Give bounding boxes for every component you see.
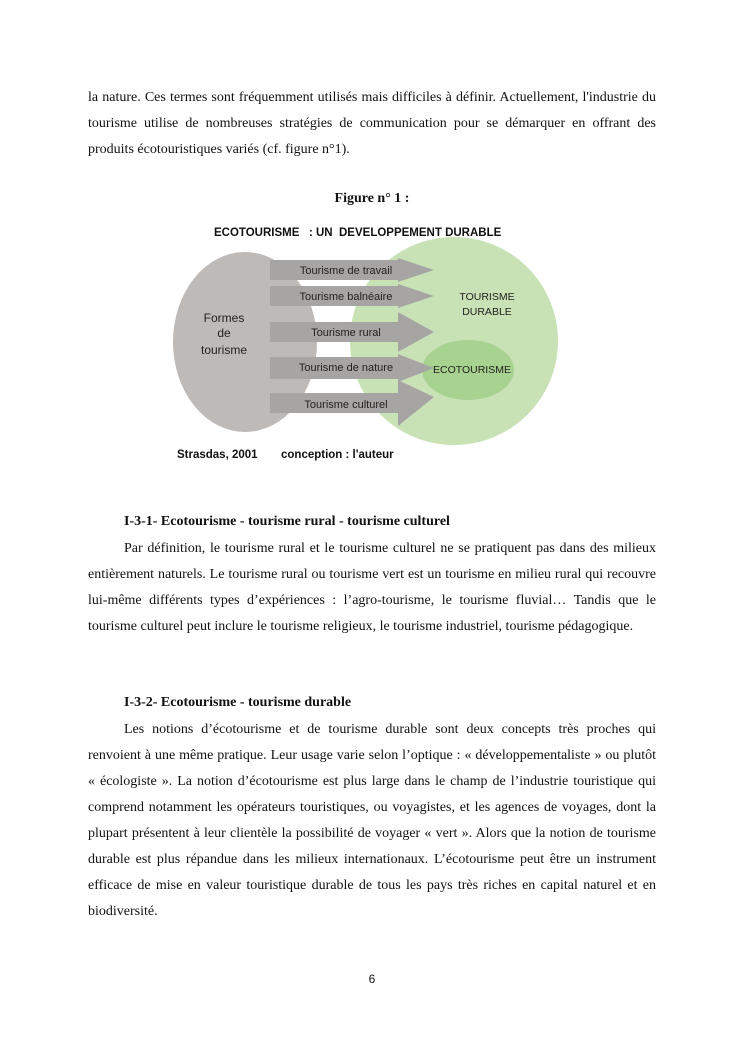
section1-heading: I-3-1- Ecotourisme - tourisme rural - tourisme culturel [124,514,450,529]
arrow-label-rural: Tourisme rural [311,327,381,339]
arrow-label-travail: Tourisme de travail [299,265,393,277]
diagram-title-sep: : [309,227,313,239]
arrow-label-culturel: Tourisme culturel [304,399,388,411]
diagram-title-left: ECOTOURISME [214,227,300,239]
intro-paragraph: la nature. Ces termes sont fréquemment utilisés mais difficiles à définir. Actuellement, l'industrie du tourisme utilise de nombreuses stratégies de communication pour se démarquer en offrant des produits écotouristiques variés (cf. figure n°1). [88,90,656,157]
figure-label: Figure n° 1 : [334,191,410,206]
left-circle-line-2: de [217,326,231,340]
section2-body: Les notions d’écotourisme et de tourisme durable sont deux concepts très proches qui renvoient à une même pratique. Leur usage varie selon l’optique : « développementaliste » ou plutôt « écologiste ». La notion d’écotourisme est plus large dans le champ de l’industrie touristique qui comprend notamment les opérateurs touristiques, ou voyagistes, et les agences de voyages, dont la plupart présentent à leur clientèle la possibilité de voyager « vert ». Alors que la notion de tourisme durable est plus répandue dans les milieux internationaux. L’écotourisme peut être un instrument efficace de mise en valeur touristique durable de tous les pays très riches en capital naturel et en biodiversité. [88,722,656,919]
arrow-label-nature: Tourisme de nature [298,362,394,374]
left-circle-line-1: Formes [203,311,245,325]
section2-heading: I-3-2- Ecotourisme - tourisme durable [124,695,352,710]
right-circle-line-2: DURABLE [462,306,512,318]
figure-source: Strasdas, 2001 [177,449,258,461]
ecotourism-diagram [0,220,744,470]
left-circle-line-3: tourisme [200,343,248,357]
arrow-label-balneaire: Tourisme balnéaire [299,291,393,303]
section1-body: Par définition, le tourisme rural et le tourisme culturel ne se pratiquent pas dans des milieux entièrement naturels. Le tourisme rural ou tourisme vert est un tourisme en milieu rural qui recouvre lui-même différents types d’expériences : l’agro-tourisme, le tourisme fluvial… Tandis que le tourisme culturel peut inclure le tourisme religieux, le tourisme industriel, tourisme pédagogique. [88,541,656,634]
figure-conception: conception : l'auteur [281,449,394,461]
right-circle-line-1: TOURISME [459,291,515,303]
inner-circle-label: ECOTOURISME [433,364,511,376]
diagram-title-right: UN DEVELOPPEMENT DURABLE [316,227,502,239]
page-number: 6 [368,972,376,986]
